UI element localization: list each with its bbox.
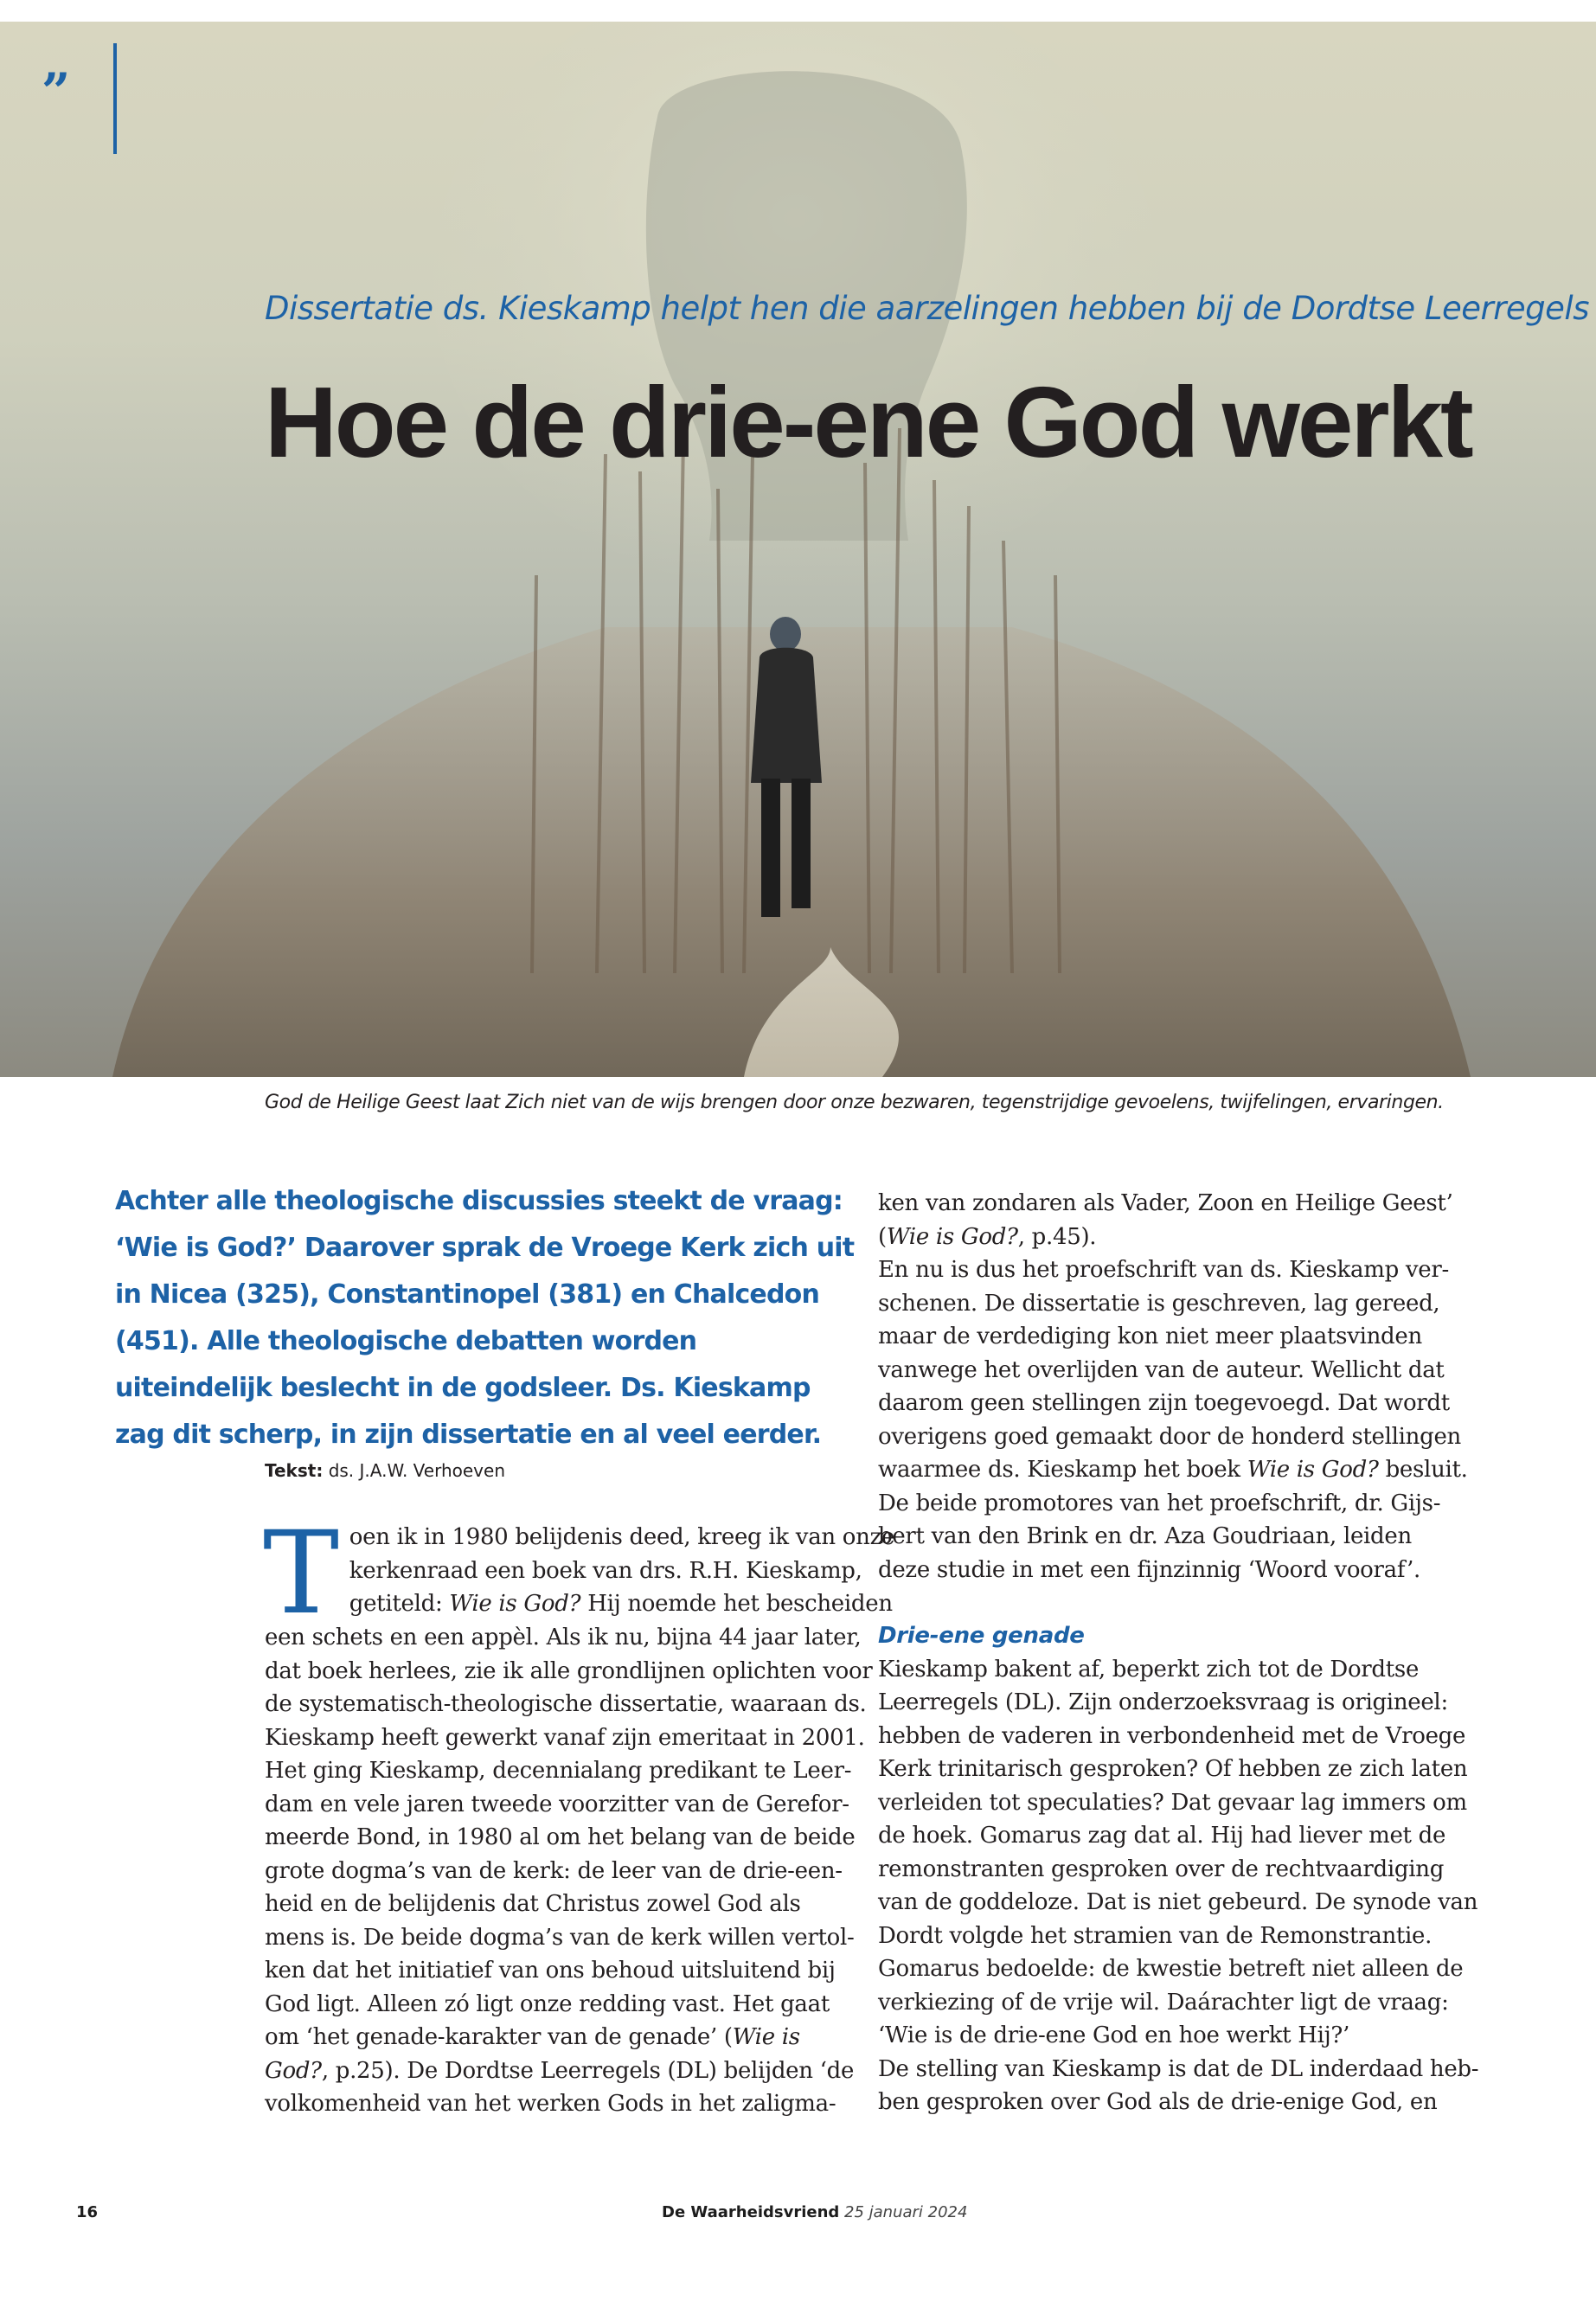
body-line: dam en vele jaren tweede voorzitter van de Gerefor- <box>265 1791 849 1817</box>
body-line: Kerk trinitarisch gesproken? Of hebben ze zich laten <box>878 1756 1468 1782</box>
body-line: Het ging Kieskamp, decennialang predikant te Leer- <box>265 1758 852 1784</box>
body-line: De beide promotores van het proefschrift, dr. Gijs- <box>878 1490 1441 1516</box>
magazine-name: De Waarheidsvriend <box>662 2203 840 2221</box>
body-line: De stelling van Kieskamp is dat de DL inderdaad heb- <box>878 2055 1479 2082</box>
body-line: oen ik in 1980 belijdenis deed, kreeg ik van onze <box>349 1524 895 1550</box>
body-line: de systematisch-theologische dissertatie, waaraan ds. <box>265 1691 867 1717</box>
article-title: Hoe de drie-ene God werkt <box>265 366 1471 478</box>
body-line: (Wie is God?, p.45). <box>878 1223 1097 1250</box>
page-number: 16 <box>76 2203 99 2221</box>
body-line: getiteld: Wie is God? Hij noemde het bescheiden <box>349 1591 893 1617</box>
body-line: Leerregels (DL). Zijn onderzoeksvraag is origineel: <box>878 1689 1448 1715</box>
body-line: remonstranten gesproken over de rechtvaardiging <box>878 1856 1445 1882</box>
body-line: dat boek herlees, zie ik alle grondlijnen oplichten voor <box>265 1657 873 1684</box>
body-line: Kieskamp heeft gewerkt vanaf zijn emeritaat in 2001. <box>265 1724 865 1751</box>
body-line: deze studie in met een fijnzinnig ‘Woord vooraf’. <box>878 1556 1421 1583</box>
section-subheading: Drie-ene genade <box>878 1623 1085 1649</box>
body-line: vanwege het overlijden van de auteur. Wellicht dat <box>878 1356 1445 1383</box>
body-line: ben gesproken over God als de drie-enige God, en <box>878 2089 1438 2115</box>
section-rule <box>113 43 117 154</box>
body-line: ‘Wie is de drie-ene God en hoe werkt Hij?’ <box>878 2022 1350 2048</box>
body-line: Kieskamp bakent af, beperkt zich tot de Dordtse <box>878 1656 1420 1682</box>
article-subtitle: Dissertatie ds. Kieskamp helpt hen die aarzelingen hebben bij de Dordtse Leerregels <box>265 290 1589 327</box>
photo-caption: God de Heilige Geest laat Zich niet van de wijs brengen door onze bezwaren, tegenstrijdige gevoelens, twijfelingen, ervaringen. <box>265 1092 1444 1113</box>
body-line: daarom geen stellingen zijn toegevoegd. Dat wordt <box>878 1390 1450 1416</box>
double-exposure-illustration <box>0 22 1596 1077</box>
body-line: Gomarus bedoelde: de kwestie betreft niet alleen de <box>878 1956 1464 1982</box>
body-line: schenen. De dissertatie is geschreven, lag gereed, <box>878 1290 1440 1317</box>
body-line: Dordt volgde het stramien van de Remonstrantie. <box>878 1922 1433 1949</box>
drop-cap: T <box>263 1507 339 1640</box>
body-line: maar de verdediging kon niet meer plaatsvinden <box>878 1324 1422 1349</box>
body-line: heid en de belijdenis dat Christus zowel God als <box>265 1891 801 1917</box>
issue-date: 25 januari 2024 <box>844 2203 968 2221</box>
body-line: waarmee ds. Kieskamp het boek Wie is God? besluit. <box>878 1457 1468 1483</box>
byline <box>265 1460 505 1481</box>
body-column-right <box>878 1187 1479 2119</box>
body-line: volkomenheid van het werken Gods in het zaligma- <box>265 2091 836 2117</box>
body-line: de hoek. Gomarus zag dat al. Hij had liever met de <box>878 1823 1446 1849</box>
body-line: grote dogma’s van de kerk: de leer van de drie-een- <box>265 1857 843 1884</box>
byline-author: ds. J.A.W. Verhoeven <box>328 1460 505 1481</box>
book-title: Wie is God? <box>449 1591 581 1617</box>
body-line: meerde Bond, in 1980 al om het belang van de beide <box>265 1824 856 1850</box>
body-line: kerkenraad een boek van drs. R.H. Kieskamp, <box>349 1557 862 1584</box>
body-line: van de goddeloze. Dat is niet gebeurd. De synode van <box>878 1889 1478 1915</box>
body-line: mens is. De beide dogma’s van de kerk willen vertol- <box>265 1924 855 1951</box>
body-line: een schets en een appèl. Als ik nu, bijna 44 jaar later, <box>265 1625 862 1650</box>
body-line: ken van zondaren als Vader, Zoon en Heilige Geest’ <box>878 1190 1453 1216</box>
body-line: ken dat het initiatief van ons behoud uitsluitend bij <box>265 1958 836 1984</box>
body-line: om ‘het genade-karakter van de genade’ (Wie is <box>265 2024 800 2050</box>
body-line: God?, p.25). De Dordtse Leerregels (DL) belijden ‘de <box>265 2057 855 2084</box>
magazine-footer <box>662 2203 967 2221</box>
body-line: verkiezing of de vrije wil. Daárachter ligt de vraag: <box>878 1989 1449 2016</box>
body-column-left <box>263 1507 895 2121</box>
hero-photo <box>0 22 1596 1077</box>
article-lead: Achter alle theologische discussies steekt de vraag: ‘Wie is God?’ Daarover sprak de Vroege Kerk zich uit in Nicea (325), Constantinopel (381) en Chalcedon (451). Alle theologische debatten worden uiteindelijk beslecht in de godsleer. Ds. Kieskamp zag dit scherp, in zijn dissertatie en al veel eerder. <box>115 1186 855 1450</box>
body-line: overigens goed gemaakt door de honderd stellingen <box>878 1423 1461 1450</box>
body-line: bert van den Brink en dr. Aza Goudriaan, leiden <box>878 1523 1412 1549</box>
body-line: En nu is dus het proefschrift van ds. Kieskamp ver- <box>878 1257 1449 1283</box>
body-line: God ligt. Alleen zó ligt onze redding vast. Het gaat <box>265 1990 830 2017</box>
quote-mark-icon: ” <box>42 62 71 121</box>
body-line: verleiden tot speculaties? Dat gevaar lag immers om <box>878 1789 1467 1816</box>
body-line: hebben de vaderen in verbondenheid met de Vroege <box>878 1722 1466 1749</box>
byline-label: Tekst: <box>265 1460 324 1481</box>
